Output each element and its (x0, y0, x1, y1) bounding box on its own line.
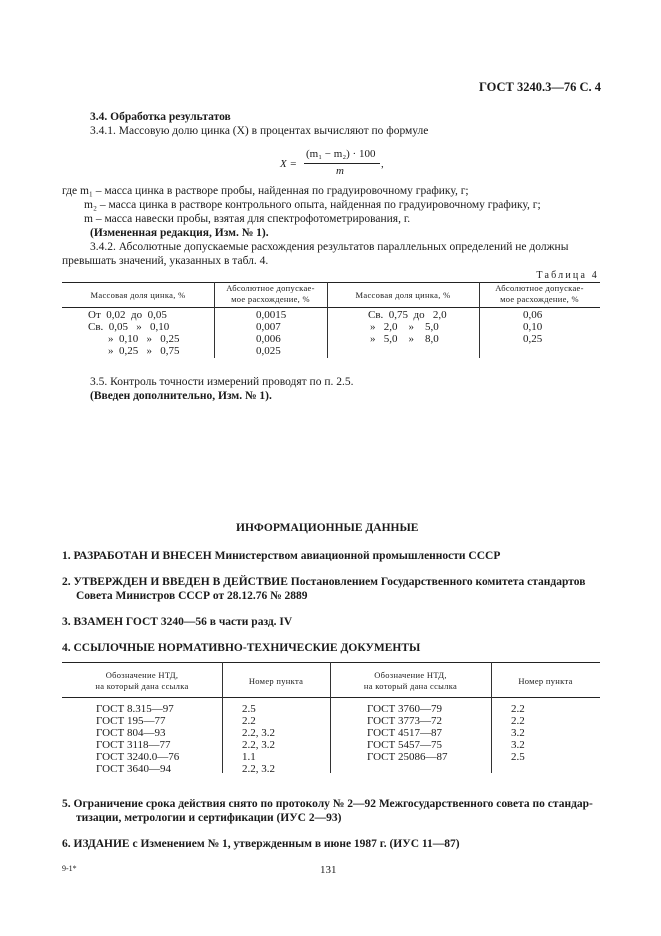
ref-item: 2.2 (511, 715, 525, 727)
header-line: Абсолютное допускае- (226, 283, 315, 293)
formula-tail: , (381, 158, 384, 170)
where-line-3: m – масса навески пробы, взятая для спектрофотометрирования, г. (84, 213, 411, 225)
info-title: ИНФОРМАЦИОННЫЕ ДАННЫЕ (236, 522, 419, 534)
paragraph-3-4-2: 3.4.2. Абсолютные допускаемые расхождения результатов параллельных определений не должны (90, 241, 569, 253)
ref-doc: ГОСТ 804—93 (96, 727, 166, 739)
header-line: Обозначение НТД, (374, 670, 447, 680)
ref-item: 2.2 (511, 703, 525, 715)
table-header-rule (62, 307, 600, 308)
table-cell-value: 0,006 (256, 333, 281, 345)
ref-item: 3.2 (511, 739, 525, 751)
where-line-1: где m₁ – масса цинка в растворе пробы, найденная по градуировочному графику, г; (62, 185, 469, 197)
table-header-cell (214, 283, 327, 305)
ref-doc: ГОСТ 3773—72 (367, 715, 442, 727)
header-line: на который дана ссылка (95, 681, 189, 691)
ref-doc: ГОСТ 4517—87 (367, 727, 442, 739)
table-cell-range: От 0,02 до 0,05 (88, 309, 167, 321)
footer-mark: 9-1* (62, 864, 77, 873)
header-line: Абсолютное допускае- (495, 283, 584, 293)
ref-item: 2.5 (242, 703, 256, 715)
ref-item: 3.2 (511, 727, 525, 739)
ref-item: 1.1 (242, 751, 256, 763)
ref-item: 2.2, 3.2 (242, 727, 275, 739)
info-item-4: 4. ССЫЛОЧНЫЕ НОРМАТИВНО-ТЕХНИЧЕСКИЕ ДОКУМЕНТЫ (62, 642, 421, 654)
table-header-cell: Номер пункта (518, 676, 573, 686)
table-cell-value: 0,0015 (256, 309, 287, 321)
formula-fraction-bar (304, 163, 380, 164)
header-line: мое расхождение, % (500, 294, 579, 304)
table-header-cell (62, 670, 222, 692)
ref-item: 2.2, 3.2 (242, 739, 275, 751)
ref-doc: ГОСТ 3760—79 (367, 703, 442, 715)
ref-item: 2.5 (511, 751, 525, 763)
table-cell-range: Св. 0,05 » 0,10 (88, 321, 170, 333)
table-header-cell (330, 670, 491, 692)
ref-doc: ГОСТ 8.315—97 (96, 703, 174, 715)
table-cell-range: » 0,25 » 0,75 (108, 345, 180, 357)
table-header-cell (479, 283, 600, 305)
paragraph-3-4-2-cont: превышать значений, указанных в табл. 4. (62, 255, 269, 267)
header-line: Обозначение НТД, (105, 670, 179, 680)
header-line: мое расхождение, % (231, 294, 310, 304)
ref-doc: ГОСТ 3118—77 (96, 739, 171, 751)
table-cell-range: Св. 0,75 до 2,0 (368, 309, 447, 321)
table-header-cell: Массовая доля цинка, % (90, 290, 186, 300)
info-item-5-cont: тизации, метрологии и сертификации (ИУС 2—93) (76, 812, 342, 824)
ref-item: 2.2, 3.2 (242, 763, 275, 775)
info-item-1: 1. РАЗРАБОТАН И ВНЕСЕН Министерством авиационной промышленности СССР (62, 550, 501, 562)
ref-doc: ГОСТ 5457—75 (367, 739, 442, 751)
formula-denominator: m (336, 165, 344, 177)
table-cell-value: 0,06 (523, 309, 543, 321)
table-header-rule (62, 697, 600, 698)
edit-note: (Измененная редакция, Изм. № 1). (90, 227, 269, 239)
table-caption: Таблица 4 (536, 270, 599, 281)
table-cell-range: » 0,10 » 0,25 (108, 333, 180, 345)
page-header: ГОСТ 3240.3—76 С. 4 (478, 80, 601, 94)
formula-numerator: (m₁ − m₂) · 100 (306, 148, 376, 160)
table-header-cell: Номер пункта (248, 676, 304, 686)
added-note: (Введен дополнительно, Изм. № 1). (90, 390, 272, 402)
section-heading: 3.4. Обработка результатов (90, 111, 231, 123)
formula-lhs: X = (280, 158, 297, 170)
ref-doc: ГОСТ 3240.0—76 (96, 751, 180, 763)
table-cell-value: 0,10 (523, 321, 543, 333)
header-line: на который дана ссылка (363, 681, 458, 691)
page-number: 131 (320, 864, 337, 876)
info-item-3: 3. ВЗАМЕН ГОСТ 3240—56 в части разд. IV (62, 616, 293, 628)
table-cell-range: » 2,0 » 5,0 (370, 321, 439, 333)
ref-item: 2.2 (242, 715, 256, 727)
table-cell-value: 0,25 (523, 333, 543, 345)
table-cell-value: 0,025 (256, 345, 281, 357)
info-item-6: 6. ИЗДАНИЕ с Изменением № 1, утвержденным в июне 1987 г. (ИУС 11—87) (62, 838, 460, 850)
info-item-5: 5. Ограничение срока действия снято по протоколу № 2—92 Межгосударственного совета по стандар- (62, 798, 593, 810)
ref-doc: ГОСТ 25086—87 (367, 751, 448, 763)
table-top-rule (62, 662, 600, 663)
table-header-cell: Массовая доля цинка, % (355, 290, 451, 300)
paragraph-3-5: 3.5. Контроль точности измерений проводят по п. 2.5. (90, 376, 354, 388)
table-cell-value: 0,007 (256, 321, 281, 333)
ref-doc: ГОСТ 3640—94 (96, 763, 171, 775)
info-item-2-cont: Совета Министров СССР от 28.12.76 № 2889 (76, 590, 308, 602)
info-item-2: 2. УТВЕРЖДЕН И ВВЕДЕН В ДЕЙСТВИЕ Постановлением Государственного комитета стандартов (62, 576, 586, 588)
paragraph-3-4-1: 3.4.1. Массовую долю цинка (X) в процентах вычисляют по формуле (90, 125, 429, 137)
ref-doc: ГОСТ 195—77 (96, 715, 166, 727)
where-line-2: m₂ – масса цинка в растворе контрольного опыта, найденная по градуировочному графику, г; (84, 199, 541, 211)
table-cell-range: » 5,0 » 8,0 (370, 333, 439, 345)
